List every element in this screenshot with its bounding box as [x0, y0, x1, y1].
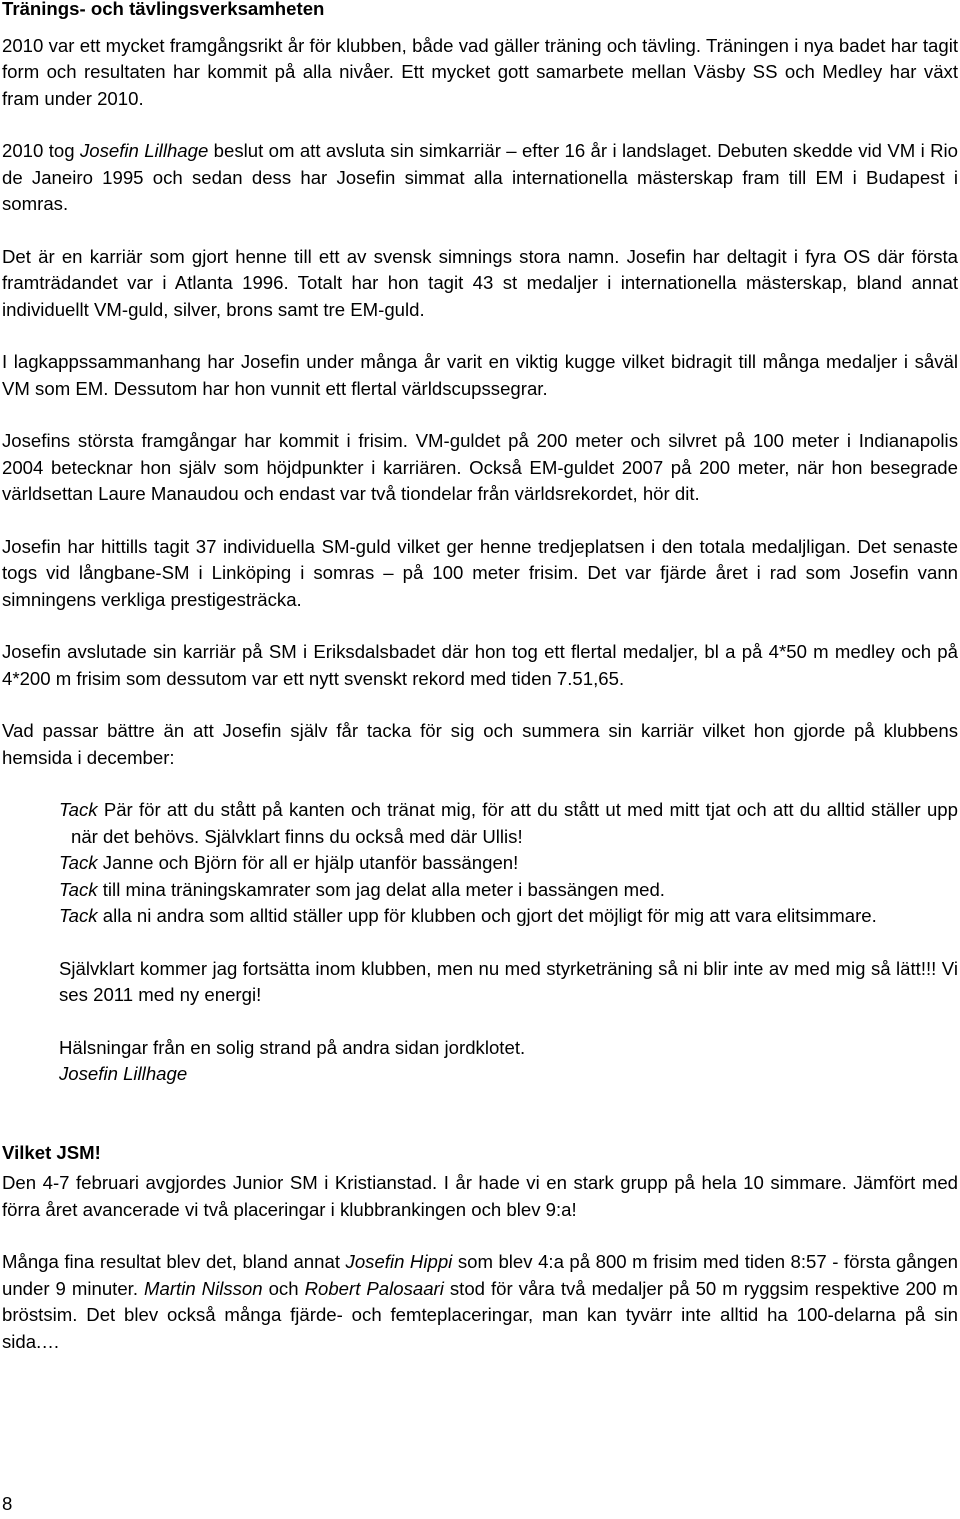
person-name: Robert Palosaari: [304, 1277, 444, 1299]
text-segment: som blev 4:a på 800 m frisim med tiden 8:57 - första gången under 9 minuter.: [2, 1251, 959, 1299]
paragraph-jsm-intro: Den 4-7 februari avgjordes Junior SM i Kristianstad. I år hade vi en stark grupp på hela 10 simmare. Jämfört med förra året avancerade vi två placeringar i klubbrankingen och blev 9:a!: [2, 1172, 958, 1220]
thanks-word: Tack: [59, 905, 98, 926]
thanks-item: [59, 797, 958, 850]
page-number: 8: [2, 1493, 13, 1514]
thanks-text: Pär för att du stått på kanten och tränat mig, för att du stått ut med mitt tjat och att du alltid ställer upp när det behövs. Självklart finns du också med där Ullis!: [71, 799, 958, 847]
paragraph-thanks-intro: Vad passar bättre än att Josefin själv får tacka för sig och summera sin karriär vilket hon gjorde på klubbens hemsida i december:: [2, 720, 958, 768]
thanks-text: Janne och Björn för all er hjälp utanför bassängen!: [97, 852, 519, 873]
paragraph-relay: I lagkappssammanhang har Josefin under många år varit en viktig kugge vilket bidragit till många medaljer i såväl VM som EM. Dessutom har hon vunnit ett flertal världscupssegrar.: [2, 351, 958, 399]
text-segment: 2010 tog: [2, 140, 80, 161]
person-name: Josefin Lillhage: [79, 140, 209, 161]
thanks-list: [59, 797, 958, 930]
paragraph-sm-gold: Josefin har hittills tagit 37 individuella SM-guld vilket ger henne tredjeplatsen i den totala medaljligan. Det senaste togs vid långbane-SM i Linköping i somras – på 100 meter frisim. Det var fjärde året i rad som Josefin vann simningens verkliga prestigesträcka.: [2, 535, 958, 610]
page-content: [2, 0, 958, 1381]
thanks-text: alla ni andra som alltid ställer upp för klubben och gjort det möjligt för mig att vara elitsimmare.: [97, 905, 877, 926]
text-segment: Många fina resultat blev det, bland annat: [2, 1251, 346, 1272]
signature-name: [59, 1061, 958, 1088]
thanks-item: [59, 850, 958, 877]
paragraph-career: Det är en karriär som gjort henne till ett av svensk simnings stora namn. Josefin har deltagit i fyra OS där första framträdandet var i Atlanta 1996. Totalt har hon tagit 43 st medaljer i internationella mästerskap, bland annat individuellt VM-guld, silver, brons samt tre EM-guld.: [2, 245, 958, 320]
thanks-text: till mina träningskamrater som jag delat alla meter i bassängen med.: [97, 878, 665, 900]
paragraph-jsm-results: [2, 1249, 958, 1355]
signature-text: Josefin Lillhage: [59, 1063, 188, 1084]
thanks-word: Tack: [59, 878, 98, 900]
paragraph-freestyle: Josefins största framgångar har kommit i frisim. VM-guldet på 200 meter och silvret på 100 meter i Indianapolis 2004 betecknar hon själv som höjdpunkter i karriären. Också EM-guldet 2007 på 200 meter, när hon besegrade världsettan Laure Manaudou och endast var två tiondelar från världsrekordet, hör dit.: [2, 430, 958, 504]
section-heading-jsm: Vilket JSM!: [2, 1141, 101, 1163]
person-name: Josefin Hippi: [345, 1251, 453, 1272]
person-name: Martin Nilsson: [144, 1277, 263, 1299]
paragraph-lillhage-retirement: [2, 138, 958, 218]
thanks-word: Tack: [59, 852, 98, 873]
paragraph-intro: 2010 var ett mycket framgångsrikt år för klubben, både vad gäller träning och tävling. Träningen i nya badet har tagit form och resultaten har kommit på alla nivåer. Ett mycket gott samarbete mellan Väsby SS och Medley har växt fram under 2010.: [2, 34, 958, 109]
paragraph-closing: Självklart kommer jag fortsätta inom klubben, men nu med styrketräning så ni blir inte av med mig så lätt!!! Vi ses 2011 med ny energi!: [59, 957, 958, 1005]
text-segment: stod för våra två medaljer på 50 m ryggsim respektive 200 m bröstsim. Det blev också många fjärde- och femteplaceringar, man kan tyvärr inte alltid ha 100-delarna på sin sida.…: [2, 1277, 958, 1352]
greeting-line: Hälsningar från en solig strand på andra sidan jordklotet.: [59, 1036, 526, 1058]
thanks-item: [59, 903, 958, 930]
section-heading-training: Tränings- och tävlingsverksamheten: [2, 0, 325, 19]
text-segment: beslut om att avsluta sin simkarriär – efter 16 år i landslaget. Debuten skedde vid VM i Rio de Janeiro 1995 och sedan dess har Josefin simmat alla internationella mästerskap fram till EM i Budapest i somras.: [2, 140, 958, 214]
thanks-word: Tack: [59, 799, 98, 820]
paragraph-career-end: Josefin avslutade sin karriär på SM i Eriksdalsbadet där hon tog ett flertal medaljer, bl a på 4*50 m medley och på 4*200 m frisim som dessutom var ett nytt svenskt rekord med tiden 7.51,65.: [2, 641, 958, 689]
text-segment: och: [262, 1277, 305, 1299]
signature-block: [59, 1035, 958, 1088]
thanks-item: [59, 877, 958, 904]
